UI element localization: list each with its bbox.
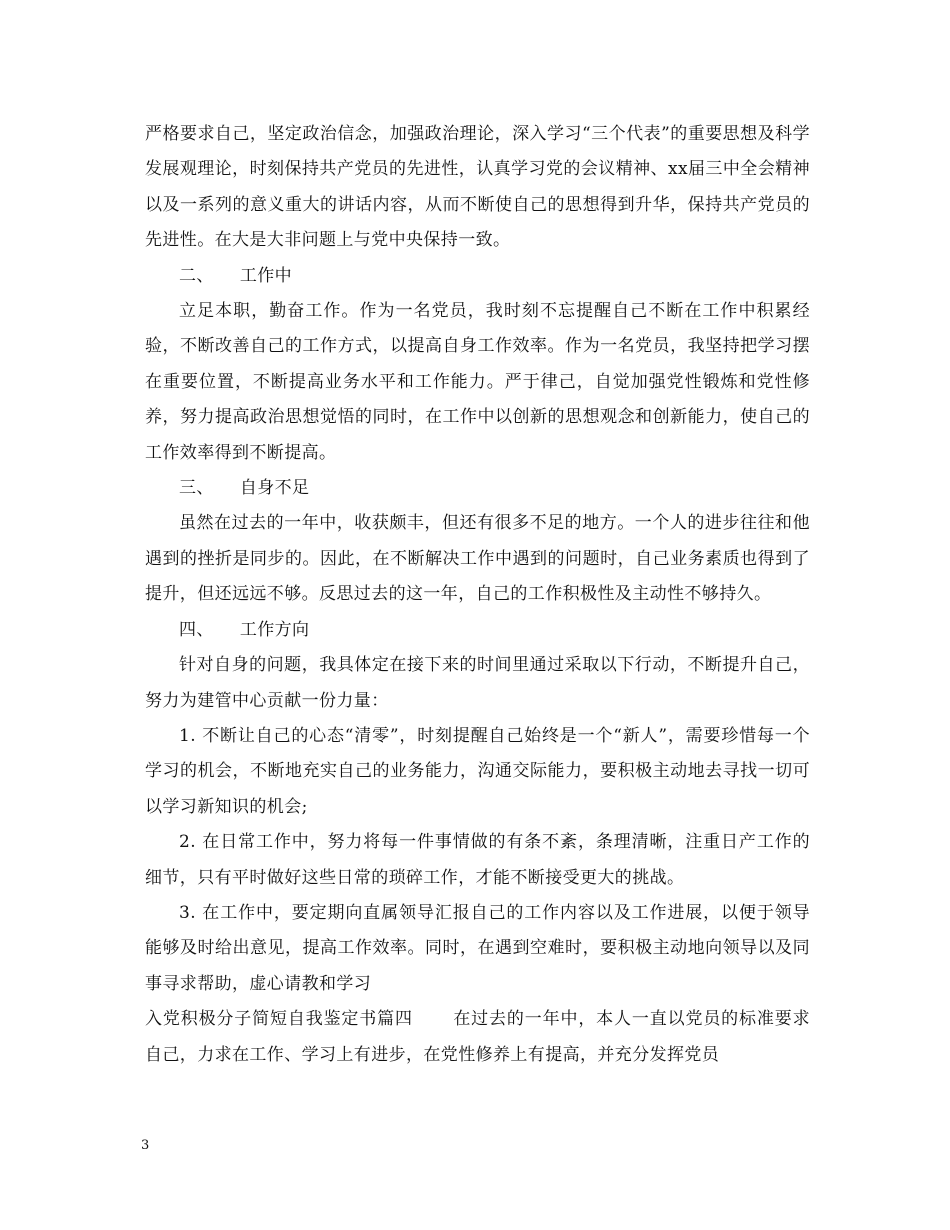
article-title: 入党积极分子简短自我鉴定书篇四 — [145, 1009, 413, 1030]
paragraph-direction-intro: 针对自身的问题，我具体定在接下来的时间里通过采取以下行动，不断提升自己，努力为建管中心贡献一份力量： — [145, 655, 810, 711]
list-item-2: 2. 在日常工作中，努力将每一件事情做的有条不紊，条理清晰，注重日产工作的细节，只有平时做好这些日常的琐碎工作，才能不断接受更大的挑战。 — [145, 832, 810, 888]
section-number: 二、 — [179, 265, 214, 286]
section-title: 工作中 — [239, 265, 293, 286]
paragraph-new-article — [145, 1002, 810, 1073]
list-item-3: 3. 在工作中，要定期向直属领导汇报自己的工作内容以及工作进展，以便于领导能够及时给出意见，提高工作效率。同时，在遇到空难时，要积极主动地向领导以及同事寻求帮助，虚心请教和学习 — [145, 902, 810, 994]
page-number: 3 — [141, 1138, 150, 1153]
section-title: 工作方向 — [239, 619, 310, 640]
paragraph-work: 立足本职，勤奋工作。作为一名党员，我时刻不忘提醒自己不断在工作中积累经验，不断改善自己的工作方式，以提高自身工作效率。作为一名党员，我坚持把学习摆在重要位置，不断提高业务水平和工作能力。严于律己，自觉加强党性锻炼和党性修养，努力提高政治思想觉悟的同时，在工作中以创新的思想观念和创新能力，使自己的工作效率得到不断提高。 — [145, 301, 810, 463]
document-body — [145, 117, 810, 1073]
paragraph-shortcomings: 虽然在过去的一年中，收获颇丰，但还有很多不足的地方。一个人的进步往往和他遇到的挫折是同步的。因此，在不断解决工作中遇到的问题时，自己业务素质也得到了提升，但还远远不够。反思过去的这一年，自己的工作积极性及主动性不够持久。 — [145, 513, 810, 605]
section-number: 四、 — [179, 619, 214, 640]
section-heading-direction — [145, 613, 810, 648]
section-number: 三、 — [179, 478, 214, 499]
article-opening: 在过去的一年中，本人一直以党员的标准要求自己，力求在工作、学习上有进步，在党性修养上有提高，并充分发挥党员 — [145, 1009, 811, 1065]
section-heading-work — [145, 259, 810, 294]
list-item-1: 1. 不断让自己的心态“清零”，时刻提醒自己始终是一个“新人”，需要珍惜每一个学习的机会，不断地充实自己的业务能力，沟通交际能力，要积极主动地去寻找一切可以学习新知识的机会; — [145, 725, 810, 817]
section-heading-shortcomings — [145, 471, 810, 506]
paragraph-party-study: 严格要求自己，坚定政治信念，加强政治理论，深入学习“三个代表”的重要思想及科学发展观理论，时刻保持共产党员的先进性，认真学习党的会议精神、xx届三中全会精神以及一系列的意义重大的讲话内容，从而不断使自己的思想得到升华，保持共产党员的先进性。在大是大非问题上与党中央保持一致。 — [145, 124, 810, 251]
section-title: 自身不足 — [239, 478, 310, 499]
